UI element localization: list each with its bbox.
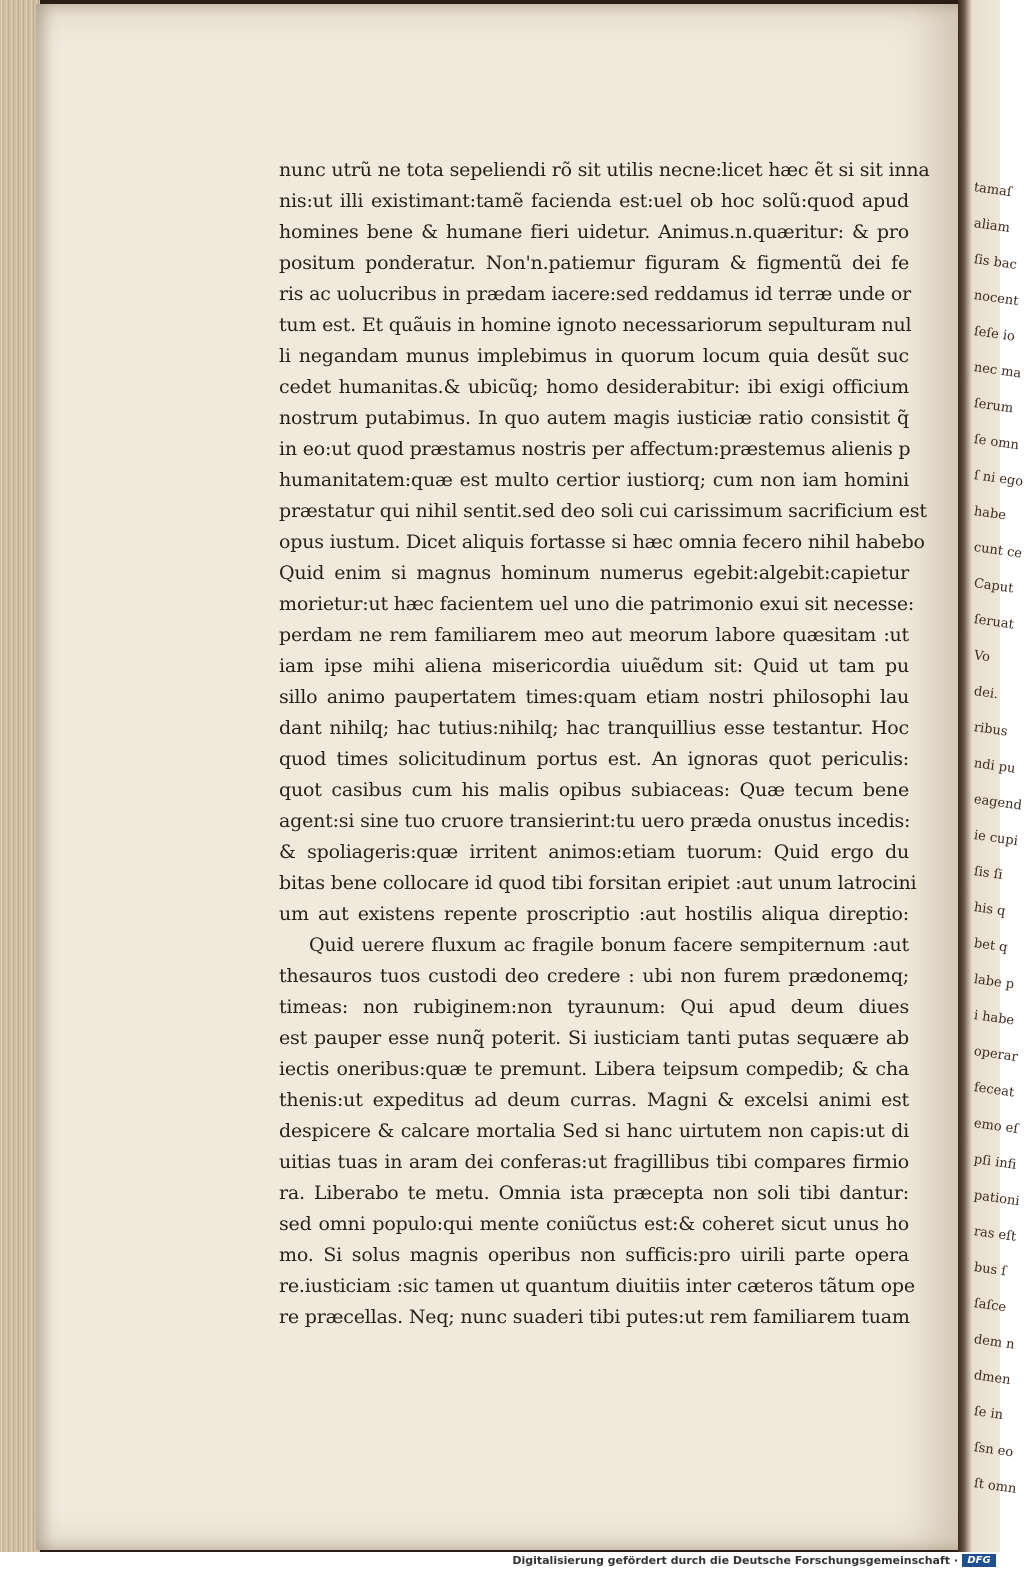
text-line: Quid uerere fluxum ac fragile bonum facere sempiternum :aut bbox=[309, 934, 909, 956]
text-line: ra. Liberabo te metu. Omnia ista præcepta non soli tibi dantur: bbox=[279, 1182, 909, 1204]
text-block bbox=[279, 155, 930, 1333]
facing-page-fragment: ſe in bbox=[972, 1404, 1004, 1423]
text-line: quot casibus cum his malis opibus subiaceas: Quæ tecum bene bbox=[279, 779, 909, 801]
text-line: re.iusticiam :sic tamen ut quantum diuitiis inter cæteros tãtum ope bbox=[279, 1275, 915, 1297]
facing-page-fragment: ie cupi bbox=[972, 828, 1019, 850]
funding-credit: Digitalisierung gefördert durch die Deutsche Forschungsgemeinschaft · bbox=[512, 1554, 958, 1567]
facing-page-fragment: ſ ni ego bbox=[972, 468, 1024, 490]
facing-page-fragment: dem n bbox=[972, 1332, 1016, 1353]
text-line: nunc utrũ ne tota sepeliendi rõ sit utilis necne:licet hæc ẽt si sit inna bbox=[279, 159, 930, 181]
text-line: thenis:ut expeditus ad deum curras. Magni & excelsi animi est bbox=[279, 1089, 909, 1111]
text-line: opus iustum. Dicet aliquis fortasse si hæc omnia fecero nihil habebo bbox=[279, 531, 925, 553]
facing-page-fragment: dei. bbox=[972, 684, 1000, 703]
text-line: iectis oneribus:quæ te premunt. Libera teipsum compedib; & cha bbox=[279, 1058, 909, 1080]
text-line: despicere & calcare mortalia Sed si hanc uirtutem non capis:ut di bbox=[279, 1120, 909, 1142]
facing-page-fragment: ribus bbox=[972, 720, 1009, 740]
text-line: homines bene & humane fieri uidetur. Animus.n.quæritur: & pro bbox=[279, 221, 909, 243]
facing-page-fragment: bet q bbox=[972, 936, 1009, 956]
facing-page-fragment: ſaſce bbox=[972, 1296, 1008, 1316]
facing-page-fragment: ſerum bbox=[972, 396, 1015, 417]
facing-page-fragment: nec ma bbox=[972, 360, 1023, 382]
facing-page-fragment: eagend bbox=[972, 792, 1023, 814]
text-line: li negandam munus implebimus in quorum locum quia desũt suc bbox=[279, 345, 909, 367]
facing-page-edge bbox=[958, 0, 1024, 1552]
facing-page-fragment: labe p bbox=[972, 972, 1016, 993]
text-line: morietur:ut hæc facientem uel uno die patrimonio exui sit necesse: bbox=[279, 593, 915, 615]
text-line: perdam ne rem familiarem meo aut meorum labore quæsitam :ut bbox=[279, 624, 909, 646]
text-line: bitas bene collocare id quod tibi forsitan eripiet :aut unum latrocini bbox=[279, 872, 917, 894]
text-line: humanitatem:quæ est multo certior iustiorq; cum non iam homini bbox=[279, 469, 909, 491]
text-line: timeas: non rubiginem:non tyraunum: Qui apud deum diues bbox=[279, 996, 909, 1018]
facing-page-fragment: dmen bbox=[972, 1368, 1012, 1389]
text-line: nostrum putabimus. In quo autem magis iusticiæ ratio consistit q̃ bbox=[279, 407, 909, 429]
text-line: est pauper esse nunq̃ poterit. Si iusticiam tanti putas sequære ab bbox=[279, 1027, 909, 1049]
facing-page-fragment: pſi infi bbox=[972, 1152, 1018, 1173]
text-line: iam ipse mihi aliena misericordia uiuẽdum sit: Quid ut tam pu bbox=[279, 655, 909, 677]
text-line: Quid enim si magnus hominum numerus egebit:algebit:capietur bbox=[279, 562, 909, 584]
facing-page-fragment: ſeſe io bbox=[972, 324, 1016, 345]
facing-page-fragment: tamaſ bbox=[972, 180, 1013, 201]
text-line: dant nihilq; hac tutius:nihilq; hac tranquillius esse testantur. Hoc bbox=[279, 717, 909, 739]
facing-page-fragment: ras eſt bbox=[972, 1224, 1018, 1245]
text-line: tum est. Et quãuis in homine ignoto necessariorum sepulturam nul bbox=[279, 314, 912, 336]
text-line: positum ponderatur. Non'n.patiemur figuram & figmentũ dei fe bbox=[279, 252, 909, 274]
text-line: ris ac uolucribus in prædam iacere:sed reddamus id terræ unde or bbox=[279, 283, 912, 305]
facing-page-fragment: bus ſ bbox=[972, 1260, 1008, 1280]
text-line: quod times solicitudinum portus est. An ignoras quot periculis: bbox=[279, 748, 909, 770]
text-line: in eo:ut quod præstamus nostris per affectum:præstemus alienis p bbox=[279, 438, 911, 460]
facing-page-fragment: operar bbox=[972, 1044, 1019, 1066]
facing-page-fragment: his q bbox=[972, 900, 1007, 920]
page-block-edge bbox=[0, 0, 40, 1552]
facing-page-fragment: Vo bbox=[972, 648, 991, 666]
facing-page-fragment: ſsn eo bbox=[972, 1440, 1015, 1461]
facing-page-fragment: ſe omn bbox=[972, 432, 1020, 454]
text-line: sillo animo paupertatem times:quam etiam nostri philosophi lau bbox=[279, 686, 909, 708]
facing-page-fragment: Caput bbox=[972, 576, 1015, 597]
facing-page-fragment: pationi bbox=[972, 1188, 1021, 1210]
footer-bar bbox=[0, 1552, 1000, 1570]
text-line: præstatur qui nihil sentit.sed deo soli cui carissimum sacrificium est bbox=[279, 500, 927, 522]
text-line: nis:ut illi existimant:tamẽ facienda est:uel ob hoc solũ:quod apud bbox=[279, 190, 909, 212]
book-page bbox=[36, 4, 964, 1550]
facing-page-fragment: ſt omn bbox=[972, 1476, 1018, 1497]
text-line: mo. Si solus magnis operibus non sufficis:pro uirili parte opera bbox=[279, 1244, 909, 1266]
facing-page-fragment: aliam bbox=[972, 216, 1011, 236]
facing-page-fragment: ndi pu bbox=[972, 756, 1017, 777]
text-line: cedet humanitas.& ubicũq; homo desiderabitur: ibi exigi officium bbox=[279, 376, 909, 398]
facing-page-fragment: i habe bbox=[972, 1008, 1016, 1029]
text-line: agent:si sine tuo cruore transierint:tu uero præda onustus incedis: bbox=[279, 810, 911, 832]
text-line: uitias tuas in aram dei conferas:ut fragillibus tibi compares firmio bbox=[279, 1151, 909, 1173]
facing-page-fragment: habe bbox=[972, 504, 1007, 524]
dfg-logo: DFG bbox=[962, 1554, 996, 1567]
facing-page-fragment: ſeruat bbox=[972, 612, 1015, 633]
facing-page-fragment: cunt ce bbox=[972, 540, 1023, 562]
text-line: thesauros tuos custodi deo credere : ubi non furem prædonemq; bbox=[279, 965, 909, 987]
text-line: sed omni populo:qui mente coniũctus est:& coheret sicut unus ho bbox=[279, 1213, 909, 1235]
text-line: um aut existens repente proscriptio :aut hostilis aliqua direptio: bbox=[279, 903, 909, 925]
facing-page-fragment: emo eſ bbox=[972, 1116, 1020, 1138]
facing-page-fragment: ſis ſi bbox=[972, 864, 1004, 883]
text-line: re præcellas. Neq; nunc suaderi tibi putes:ut rem familiarem tuam bbox=[279, 1306, 910, 1328]
facing-page-fragment: ſis bac bbox=[972, 252, 1018, 273]
facing-page-fragment: feceat bbox=[972, 1080, 1016, 1101]
facing-page-fragment: nocent bbox=[972, 288, 1020, 310]
text-line: & spoliageris:quæ irritent animos:etiam tuorum: Quid ergo du bbox=[279, 841, 909, 863]
